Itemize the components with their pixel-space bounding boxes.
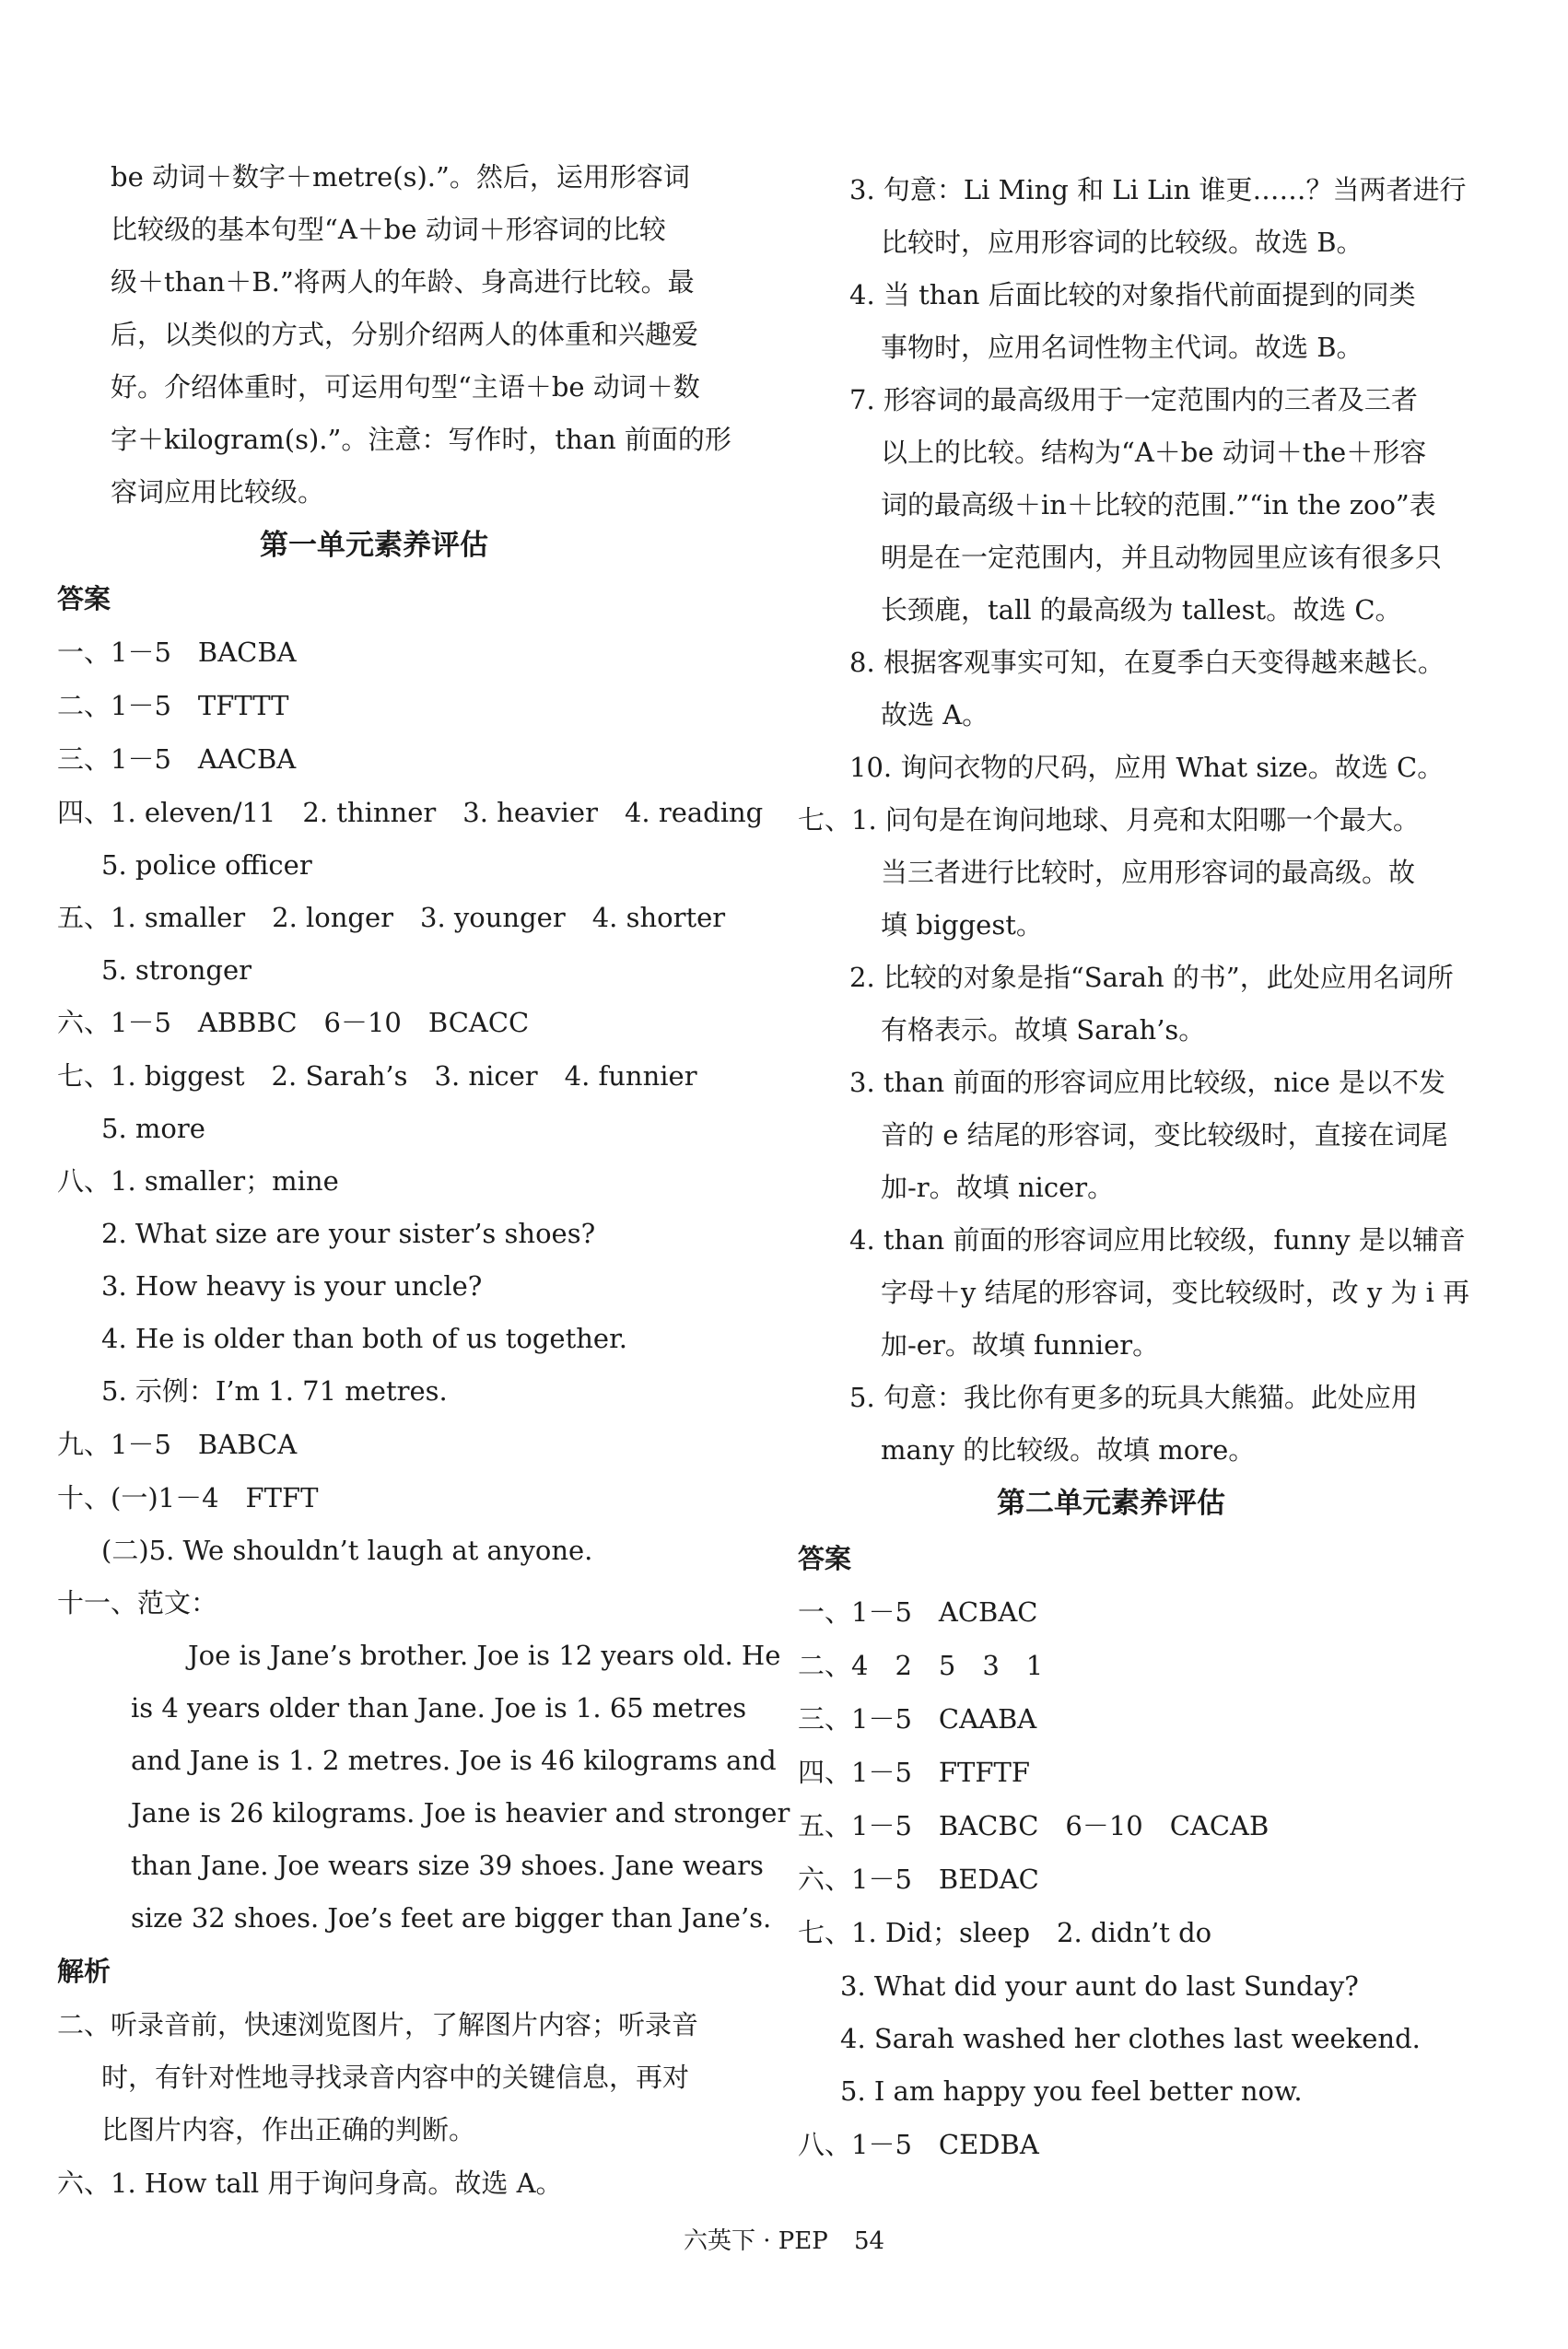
answer-line: 4. Sarah washed her clothes last weekend. [840, 2023, 1421, 2054]
essay-tip-line: 比较级的基本句型“A＋be 动词＋形容词的比较 [111, 214, 666, 245]
answer-line: 十一、范文： [57, 1587, 218, 1619]
answer-line: (二)5. We shouldn’t laugh at anyone. [101, 1535, 593, 1566]
answer-line: 3. How heavy is your uncle? [101, 1270, 483, 1302]
analysis-label: 解析 [57, 1956, 111, 1987]
analysis-line: 加-er。故填 funnier。 [881, 1329, 1160, 1361]
essay-tip-line: 容词应用比较级。 [111, 476, 325, 508]
answer-line: 二、1－5 TFTTT [57, 690, 289, 721]
essay-tip-line: 好。介绍体重时，可运用句型“主语＋be 动词＋数 [111, 371, 700, 403]
answer-line: 5. 示例：I’m 1. 71 metres. [101, 1375, 448, 1407]
essay-tip-line: 字＋kilogram(s).”。注意：写作时，than 前面的形 [111, 424, 731, 455]
answer-line: 一、1－5 BACBA [57, 637, 297, 668]
unit1-heading: 第一单元素养评估 [260, 529, 488, 562]
answer-line: 四、1. eleven/11 2. thinner 3. heavier 4. reading [57, 797, 764, 828]
analysis-line: 以上的比较。结构为“A＋be 动词＋the＋形容 [881, 437, 1427, 468]
analysis-line: 比较时，应用形容词的比较级。故选 B。 [881, 227, 1363, 258]
answer-line: 五、1. smaller 2. longer 3. younger 4. shorter [57, 902, 726, 933]
analysis-line: 事物时，应用名词性物主代词。故选 B。 [881, 332, 1363, 363]
answer-line: 三、1－5 AACBA [57, 743, 297, 775]
unit2-heading: 第二单元素养评估 [997, 1487, 1225, 1520]
analysis-line: 七、1. 问句是在询问地球、月亮和太阳哪一个最大。 [798, 804, 1420, 836]
analysis-line: 二、听录音前，快速浏览图片，了解图片内容；听录音 [57, 2009, 699, 2040]
analysis-line: many 的比较级。故填 more。 [881, 1434, 1256, 1466]
answers-label: 答案 [57, 583, 111, 614]
page-footer [0, 2222, 1568, 2256]
answer-line: 三、1－5 CAABA [798, 1703, 1037, 1735]
answer-line: 一、1－5 ACBAC [798, 1596, 1038, 1628]
model-essay-line: and Jane is 1. 2 metres. Joe is 46 kilograms and [131, 1745, 777, 1776]
analysis-line: 加-r。故填 nicer。 [881, 1172, 1115, 1203]
analysis-line: 3. 句意：Li Ming 和 Li Lin 谁更……？当两者进行 [849, 174, 1467, 205]
answer-line: 九、1－5 BABCA [57, 1429, 298, 1460]
analysis-line: 3. than 前面的形容词应用比较级，nice 是以不发 [849, 1067, 1445, 1098]
model-essay-line: Joe is Jane’s brother. Joe is 12 years old. He [188, 1640, 781, 1671]
answer-line: 5. stronger [101, 954, 252, 986]
analysis-line: 长颈鹿，tall 的最高级为 tallest。故选 C。 [881, 594, 1402, 625]
analysis-line: 时，有针对性地寻找录音内容中的关键信息，再对 [101, 2062, 690, 2093]
essay-tip-line: be 动词＋数字＋metre(s).”。然后，运用形容词 [111, 161, 690, 193]
analysis-line: 音的 e 结尾的形容词，变比较级时，直接在词尾 [881, 1119, 1448, 1151]
analysis-line: 比图片内容，作出正确的判断。 [101, 2114, 476, 2145]
essay-tip-line: 级＋than＋B.”将两人的年龄、身高进行比较。最 [111, 266, 695, 298]
analysis-line: 8. 根据客观事实可知，在夏季白天变得越来越长。 [849, 647, 1445, 678]
analysis-line: 10. 询问衣物的尺码，应用 What size。故选 C。 [849, 752, 1445, 783]
model-essay-line: size 32 shoes. Joe’s feet are bigger than Jane’s. [131, 1902, 772, 1934]
analysis-line: 填 biggest。 [881, 909, 1043, 941]
answer-line: 七、1. biggest 2. Sarah’s 3. nicer 4. funnier [57, 1060, 697, 1092]
answer-line: 八、1. smaller；mine [57, 1165, 339, 1197]
answer-line: 八、1－5 CEDBA [798, 2129, 1039, 2160]
analysis-line: 5. 句意：我比你有更多的玩具大熊猫。此处应用 [849, 1382, 1418, 1413]
analysis-line: 故选 A。 [881, 699, 989, 730]
analysis-line: 7. 形容词的最高级用于一定范围内的三者及三者 [849, 384, 1418, 415]
answer-line: 十、(一)1－4 FTFT [57, 1482, 319, 1513]
analysis-line: 六、1. How tall 用于询问身高。故选 A。 [57, 2168, 563, 2199]
page-number: 54 [853, 2227, 885, 2255]
essay-tip-line: 后，以类似的方式，分别介绍两人的体重和兴趣爱 [111, 319, 699, 350]
answer-line: 四、1－5 FTFTF [798, 1757, 1030, 1788]
analysis-line: 4. than 前面的形容词应用比较级，funny 是以辅音 [849, 1224, 1466, 1256]
model-essay-line: Jane is 26 kilograms. Joe is heavier and stronger [131, 1797, 790, 1829]
analysis-line: 字母＋y 结尾的形容词，变比较级时，改 y 为 i 再 [881, 1277, 1470, 1308]
footer-subject: 六英下 · PEP [683, 2227, 828, 2255]
analysis-line: 有格表示。故填 Sarah’s。 [881, 1014, 1206, 1046]
answer-line: 4. He is older than both of us together. [101, 1323, 627, 1354]
answer-line: 2. What size are your sister’s shoes? [101, 1218, 596, 1249]
analysis-line: 明是在一定范围内，并且动物园里应该有很多只 [881, 542, 1443, 573]
answer-line: 六、1－5 ABBBC 6－10 BCACC [57, 1007, 530, 1038]
analysis-line: 当三者进行比较时，应用形容词的最高级。故 [881, 857, 1416, 888]
answer-line: 5. police officer [101, 849, 312, 881]
answer-line: 3. What did your aunt do last Sunday? [840, 1970, 1359, 2002]
answer-line: 七、1. Did；sleep 2. didn’t do [798, 1917, 1212, 1948]
model-essay-line: than Jane. Joe wears size 39 shoes. Jane wears [131, 1850, 764, 1881]
analysis-line: 2. 比较的对象是指“Sarah 的书”，此处应用名词所 [849, 962, 1454, 993]
answer-line: 六、1－5 BEDAC [798, 1864, 1039, 1895]
model-essay-line: is 4 years older than Jane. Joe is 1. 65 metres [131, 1692, 747, 1724]
answers-label: 答案 [798, 1543, 852, 1574]
answer-line: 五、1－5 BACBC 6－10 CACAB [798, 1810, 1270, 1841]
analysis-line: 词的最高级＋in＋比较的范围.”“in the zoo”表 [881, 489, 1436, 520]
answer-line: 5. more [101, 1113, 205, 1144]
answer-line: 二、4 2 5 3 1 [798, 1650, 1044, 1681]
answer-line: 5. I am happy you feel better now. [840, 2075, 1303, 2107]
analysis-line: 4. 当 than 后面比较的对象指代前面提到的同类 [849, 279, 1416, 310]
